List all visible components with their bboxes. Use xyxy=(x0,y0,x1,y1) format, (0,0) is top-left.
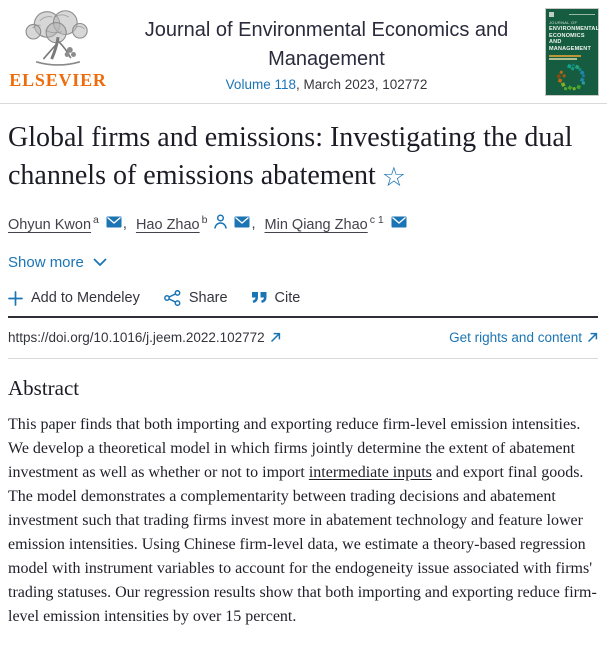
cite-label: Cite xyxy=(274,290,301,306)
journal-title-link[interactable]: Journal of Environmental Economics and Management xyxy=(144,19,509,70)
article-title: Global firms and emissions: Investigating the dual channels of emissions abatement ☆ xyxy=(8,122,573,193)
add-to-mendeley-label: Add to Mendeley xyxy=(31,290,140,306)
author-link[interactable]: Ohyun Kwon $^a$ xyxy=(8,214,99,233)
elsevier-wordmark: ELSEVIER xyxy=(9,70,107,90)
journal-cover-thumbnail[interactable] xyxy=(545,8,599,96)
author-link[interactable]: Hao Zhao $^b$ xyxy=(135,214,208,233)
email-author-icon[interactable] xyxy=(106,216,122,232)
show-more-button[interactable] xyxy=(8,254,107,271)
plus-icon xyxy=(8,291,23,306)
author-list xyxy=(8,214,598,233)
doi-link[interactable] xyxy=(8,330,281,345)
cover-recycle-mosaic-icon xyxy=(550,63,594,93)
quote-icon xyxy=(252,292,267,304)
elsevier-tree-icon xyxy=(12,8,104,70)
abstract-text-after: and export final goods. The model demonstrates a complementarity between trading decisions and abatement investment such that trading firms invest more in abatement technology and feature lower emission intensities. Using Chinese firm-level data, we estimate a theory-based regression model with instrument variables to account for the endogeneity issue associated with firms' trading statuses. Our regression results show that both importing and exporting reduce firm-level emission intensities by over 15 percent. xyxy=(8,464,597,625)
journal-banner xyxy=(0,0,607,103)
cover-top-strip xyxy=(549,12,595,17)
email-author-icon[interactable] xyxy=(391,216,407,232)
share-button[interactable] xyxy=(164,290,228,306)
author-link[interactable]: Min Qiang Zhao $^{c 1}$ xyxy=(264,214,384,233)
external-link-icon xyxy=(587,332,598,343)
author-affiliation-sup: a xyxy=(93,214,99,227)
author-separator: , xyxy=(251,215,260,232)
email-author-icon[interactable] xyxy=(234,216,250,232)
cover-editor-lines xyxy=(549,55,595,61)
show-more-label: Show more xyxy=(8,254,84,271)
author-profile-icon[interactable] xyxy=(214,214,227,233)
header-divider xyxy=(0,103,607,104)
save-article-star-icon[interactable]: ☆ xyxy=(381,162,407,193)
author-separator: , xyxy=(122,215,131,232)
issue-line xyxy=(108,77,545,92)
abstract-section xyxy=(8,376,598,629)
external-link-icon xyxy=(270,332,281,343)
volume-link[interactable]: Volume 118 xyxy=(225,77,296,92)
cite-button[interactable] xyxy=(252,290,301,306)
doi-divider xyxy=(8,358,598,359)
get-rights-label: Get rights and content xyxy=(449,330,582,345)
doi-url: https://doi.org/10.1016/j.jeem.2022.102772 xyxy=(8,330,265,345)
issue-info: , March 2023, 102772 xyxy=(295,77,428,92)
share-label: Share xyxy=(188,290,228,306)
author-affiliation-sup: b xyxy=(201,214,208,227)
abstract-text-before: This paper finds that both importing and exporting reduce firm-level emission intensities. We develop a theoretical model in which firms jointly determine the extent of abatement investment as well as whether or not to import xyxy=(8,416,581,481)
elsevier-logo[interactable] xyxy=(8,8,108,90)
cover-kicker: JOURNAL OF xyxy=(549,20,578,25)
author-affiliation-sup: c 1 xyxy=(369,214,384,227)
chevron-down-icon xyxy=(93,258,107,267)
share-icon xyxy=(164,290,181,306)
abstract-paragraph xyxy=(8,413,598,629)
cover-journal-name: ENVIRONMENTAL ECONOMICS AND MANAGEMENT xyxy=(549,26,600,52)
get-rights-link[interactable] xyxy=(449,330,598,345)
article-actions-toolbar xyxy=(8,290,598,306)
abstract-heading: Abstract xyxy=(8,376,80,400)
add-to-mendeley-button[interactable] xyxy=(8,290,140,306)
doi-row xyxy=(8,318,598,358)
intermediate-inputs-link[interactable]: intermediate inputs xyxy=(308,464,432,481)
